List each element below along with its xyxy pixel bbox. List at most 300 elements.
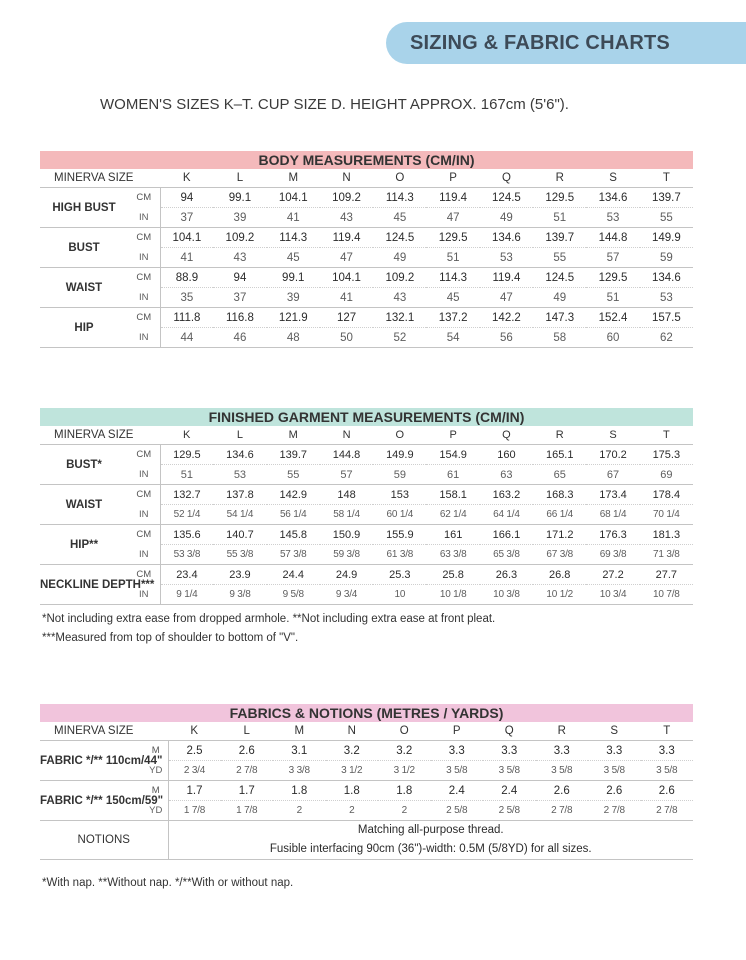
value-cell: 2.6 — [641, 781, 694, 801]
value-cell: 41 — [160, 248, 213, 268]
unit-label: IN — [128, 288, 160, 308]
value-cell: 129.5 — [160, 445, 213, 465]
value-cell: 59 — [640, 248, 693, 268]
unit-label: IN — [128, 545, 160, 565]
value-cell: 60 — [586, 328, 639, 348]
unit-label: IN — [128, 248, 160, 268]
table-row — [40, 465, 693, 485]
value-cell: 60 1/4 — [373, 505, 426, 525]
unit-label: CM — [128, 308, 160, 328]
value-cell: 51 — [160, 465, 213, 485]
value-cell: 137.8 — [213, 485, 266, 505]
value-cell: 55 3/8 — [213, 545, 266, 565]
size-header-cell: N — [326, 722, 379, 741]
value-cell: 39 — [213, 208, 266, 228]
unit-label: CM — [128, 188, 160, 208]
value-cell: 49 — [373, 248, 426, 268]
value-cell: 109.2 — [320, 188, 373, 208]
value-cell: 55 — [640, 208, 693, 228]
value-cell: 59 3/8 — [320, 545, 373, 565]
value-cell: 61 — [426, 465, 479, 485]
unit-label: M — [144, 781, 168, 801]
value-cell: 10 1/2 — [533, 585, 586, 605]
value-cell: 152.4 — [586, 308, 639, 328]
value-cell: 176.3 — [586, 525, 639, 545]
value-cell: 170.2 — [586, 445, 639, 465]
value-cell: 52 — [373, 328, 426, 348]
value-cell: 181.3 — [640, 525, 693, 545]
value-cell: 3.2 — [378, 741, 431, 761]
value-cell: 68 1/4 — [586, 505, 639, 525]
unit-label: IN — [128, 465, 160, 485]
fabrics-notions-table — [40, 704, 693, 860]
value-cell: 10 3/4 — [586, 585, 639, 605]
row-group-label: HIP — [40, 308, 128, 348]
unit-label: IN — [128, 208, 160, 228]
value-cell: 135.6 — [160, 525, 213, 545]
value-cell: 149.9 — [373, 445, 426, 465]
notions-line: Matching all-purpose thread. — [357, 824, 504, 836]
value-cell: 129.5 — [586, 268, 639, 288]
body-measurements-table — [40, 151, 693, 348]
value-cell: 2 — [326, 801, 379, 821]
value-cell: 157.5 — [640, 308, 693, 328]
size-header-cell: M — [267, 169, 320, 188]
size-header-cell: K — [160, 426, 213, 445]
value-cell: 2 5/8 — [483, 801, 536, 821]
value-cell: 124.5 — [480, 188, 533, 208]
value-cell: 99.1 — [267, 268, 320, 288]
value-cell: 104.1 — [160, 228, 213, 248]
size-header-cell: M — [273, 722, 326, 741]
table-row — [40, 525, 693, 545]
value-cell: 37 — [160, 208, 213, 228]
value-cell: 26.3 — [480, 565, 533, 585]
value-cell: 2 3/4 — [168, 761, 221, 781]
value-cell: 1.8 — [378, 781, 431, 801]
value-cell: 52 1/4 — [160, 505, 213, 525]
size-header-cell: L — [213, 169, 266, 188]
value-cell: 137.2 — [426, 308, 479, 328]
fabrics-note: *With nap. **Without nap. */**With or without nap. — [42, 877, 294, 889]
value-cell: 124.5 — [373, 228, 426, 248]
unit-label: M — [144, 741, 168, 761]
value-cell: 9 1/4 — [160, 585, 213, 605]
value-cell: 23.4 — [160, 565, 213, 585]
notions-label: NOTIONS — [40, 821, 168, 860]
value-cell: 65 — [533, 465, 586, 485]
value-cell: 163.2 — [480, 485, 533, 505]
value-cell: 62 — [640, 328, 693, 348]
size-header-cell: S — [586, 426, 639, 445]
value-cell: 165.1 — [533, 445, 586, 465]
value-cell: 58 1/4 — [320, 505, 373, 525]
value-cell: 55 — [533, 248, 586, 268]
value-cell: 71 3/8 — [640, 545, 693, 565]
unit-label: CM — [128, 228, 160, 248]
value-cell: 67 3/8 — [533, 545, 586, 565]
value-cell: 58 — [533, 328, 586, 348]
value-cell: 9 3/4 — [320, 585, 373, 605]
value-cell: 150.9 — [320, 525, 373, 545]
unit-label: IN — [128, 328, 160, 348]
size-header-cell: R — [536, 722, 589, 741]
table-row — [40, 228, 693, 248]
value-cell: 2 — [378, 801, 431, 821]
value-cell: 3.3 — [536, 741, 589, 761]
value-cell: 2 7/8 — [221, 761, 274, 781]
value-cell: 43 — [320, 208, 373, 228]
size-header-cell: S — [586, 169, 639, 188]
value-cell: 132.1 — [373, 308, 426, 328]
value-cell: 2 7/8 — [536, 801, 589, 821]
table-row — [40, 741, 693, 761]
value-cell: 51 — [586, 288, 639, 308]
value-cell: 144.8 — [320, 445, 373, 465]
value-cell: 3 5/8 — [431, 761, 484, 781]
value-cell: 3 5/8 — [483, 761, 536, 781]
value-cell: 166.1 — [480, 525, 533, 545]
value-cell: 109.2 — [373, 268, 426, 288]
finished-note-1: *Not including extra ease from dropped armhole. **Not including extra ease at front pleat. — [42, 613, 496, 625]
row-group-label: BUST* — [40, 445, 128, 485]
value-cell: 10 1/8 — [426, 585, 479, 605]
value-cell: 134.6 — [480, 228, 533, 248]
value-cell: 132.7 — [160, 485, 213, 505]
value-cell: 3.3 — [431, 741, 484, 761]
size-header-row — [40, 426, 693, 445]
value-cell: 45 — [267, 248, 320, 268]
value-cell: 168.3 — [533, 485, 586, 505]
value-cell: 47 — [480, 288, 533, 308]
value-cell: 124.5 — [533, 268, 586, 288]
value-cell: 66 1/4 — [533, 505, 586, 525]
value-cell: 10 3/8 — [480, 585, 533, 605]
value-cell: 88.9 — [160, 268, 213, 288]
table-row — [40, 485, 693, 505]
unit-label: CM — [128, 485, 160, 505]
value-cell: 2 7/8 — [641, 801, 694, 821]
value-cell: 23.9 — [213, 565, 266, 585]
value-cell: 144.8 — [586, 228, 639, 248]
row-group-label: WAIST — [40, 268, 128, 308]
table-row — [40, 208, 693, 228]
value-cell: 44 — [160, 328, 213, 348]
value-cell: 56 1/4 — [267, 505, 320, 525]
value-cell: 48 — [267, 328, 320, 348]
value-cell: 94 — [160, 188, 213, 208]
size-header-cell: L — [213, 426, 266, 445]
value-cell: 47 — [320, 248, 373, 268]
unit-label: YD — [144, 801, 168, 821]
size-header-row — [40, 722, 693, 741]
value-cell: 114.3 — [267, 228, 320, 248]
value-cell: 53 — [586, 208, 639, 228]
size-header-cell: S — [588, 722, 641, 741]
value-cell: 1.7 — [221, 781, 274, 801]
value-cell: 116.8 — [213, 308, 266, 328]
size-header-cell: P — [426, 169, 479, 188]
table-row — [40, 445, 693, 465]
unit-label: CM — [128, 565, 160, 585]
value-cell: 39 — [267, 288, 320, 308]
unit-label: IN — [128, 585, 160, 605]
row-group-label: WAIST — [40, 485, 128, 525]
size-label-cell: MINERVA SIZE — [40, 426, 160, 445]
value-cell: 25.3 — [373, 565, 426, 585]
value-cell: 41 — [267, 208, 320, 228]
notions-line: Fusible interfacing 90cm (36")-width: 0.5M (5/8YD) for all sizes. — [269, 843, 592, 855]
value-cell: 3 5/8 — [641, 761, 694, 781]
value-cell: 134.6 — [213, 445, 266, 465]
value-cell: 57 — [586, 248, 639, 268]
section-banner — [386, 22, 746, 64]
value-cell: 63 — [480, 465, 533, 485]
value-cell: 114.3 — [426, 268, 479, 288]
value-cell: 57 3/8 — [267, 545, 320, 565]
table-row — [40, 328, 693, 348]
value-cell: 56 — [480, 328, 533, 348]
value-cell: 160 — [480, 445, 533, 465]
value-cell: 63 3/8 — [426, 545, 479, 565]
value-cell: 158.1 — [426, 485, 479, 505]
size-header-cell: Q — [480, 169, 533, 188]
table-row — [40, 545, 693, 565]
size-header-cell: N — [320, 426, 373, 445]
value-cell: 3.3 — [483, 741, 536, 761]
value-cell: 53 — [213, 465, 266, 485]
notions-text — [168, 821, 693, 860]
size-header-cell: P — [426, 426, 479, 445]
value-cell: 53 — [640, 288, 693, 308]
value-cell: 2 — [273, 801, 326, 821]
value-cell: 25.8 — [426, 565, 479, 585]
value-cell: 10 7/8 — [640, 585, 693, 605]
value-cell: 2.4 — [431, 781, 484, 801]
value-cell: 3 5/8 — [536, 761, 589, 781]
notions-row — [40, 821, 693, 860]
value-cell: 171.2 — [533, 525, 586, 545]
value-cell: 53 3/8 — [160, 545, 213, 565]
value-cell: 119.4 — [480, 268, 533, 288]
value-cell: 3 1/2 — [378, 761, 431, 781]
value-cell: 65 3/8 — [480, 545, 533, 565]
value-cell: 1 7/8 — [168, 801, 221, 821]
finished-note-2: ***Measured from top of shoulder to bottom of "V". — [42, 632, 299, 644]
value-cell: 70 1/4 — [640, 505, 693, 525]
value-cell: 10 — [373, 585, 426, 605]
size-header-cell: M — [267, 426, 320, 445]
size-header-cell: N — [320, 169, 373, 188]
value-cell: 69 — [640, 465, 693, 485]
row-group-label: NECKLINE DEPTH*** — [40, 565, 128, 605]
unit-label: CM — [128, 525, 160, 545]
value-cell: 140.7 — [213, 525, 266, 545]
body-table-title: BODY MEASUREMENTS (CM/IN) — [40, 151, 693, 169]
value-cell: 2 7/8 — [588, 801, 641, 821]
value-cell: 2.4 — [483, 781, 536, 801]
row-group-label: BUST — [40, 228, 128, 268]
value-cell: 55 — [267, 465, 320, 485]
value-cell: 41 — [320, 288, 373, 308]
row-group-label: HIP** — [40, 525, 128, 565]
table-row — [40, 505, 693, 525]
unit-label: IN — [128, 505, 160, 525]
value-cell: 1.8 — [273, 781, 326, 801]
table-row — [40, 188, 693, 208]
value-cell: 2.5 — [168, 741, 221, 761]
value-cell: 155.9 — [373, 525, 426, 545]
value-cell: 53 — [480, 248, 533, 268]
value-cell: 3.3 — [641, 741, 694, 761]
size-label-cell: MINERVA SIZE — [40, 169, 160, 188]
table-row — [40, 781, 693, 801]
finished-table-title: FINISHED GARMENT MEASUREMENTS (CM/IN) — [40, 408, 693, 426]
value-cell: 67 — [586, 465, 639, 485]
value-cell: 94 — [213, 268, 266, 288]
value-cell: 149.9 — [640, 228, 693, 248]
value-cell: 139.7 — [640, 188, 693, 208]
value-cell: 45 — [373, 208, 426, 228]
value-cell: 1.8 — [326, 781, 379, 801]
value-cell: 1.7 — [168, 781, 221, 801]
value-cell: 64 1/4 — [480, 505, 533, 525]
size-header-cell: R — [533, 426, 586, 445]
value-cell: 104.1 — [267, 188, 320, 208]
value-cell: 134.6 — [586, 188, 639, 208]
size-header-cell: R — [533, 169, 586, 188]
value-cell: 24.9 — [320, 565, 373, 585]
finished-garment-table — [40, 408, 693, 605]
value-cell: 99.1 — [213, 188, 266, 208]
value-cell: 51 — [533, 208, 586, 228]
sizing-subtitle: WOMEN'S SIZES K–T. CUP SIZE D. HEIGHT APPROX. 167cm (5'6"). — [100, 96, 569, 113]
table-row — [40, 308, 693, 328]
value-cell: 142.2 — [480, 308, 533, 328]
value-cell: 49 — [480, 208, 533, 228]
value-cell: 114.3 — [373, 188, 426, 208]
value-cell: 37 — [213, 288, 266, 308]
size-header-cell: T — [641, 722, 694, 741]
value-cell: 161 — [426, 525, 479, 545]
value-cell: 43 — [373, 288, 426, 308]
value-cell: 129.5 — [533, 188, 586, 208]
value-cell: 27.2 — [586, 565, 639, 585]
table-row — [40, 248, 693, 268]
fabrics-table-title: FABRICS & NOTIONS (METRES / YARDS) — [40, 704, 693, 722]
size-header-cell: T — [640, 426, 693, 445]
value-cell: 2 5/8 — [431, 801, 484, 821]
value-cell: 26.8 — [533, 565, 586, 585]
value-cell: 139.7 — [533, 228, 586, 248]
value-cell: 3 3/8 — [273, 761, 326, 781]
value-cell: 43 — [213, 248, 266, 268]
size-header-cell: P — [431, 722, 484, 741]
value-cell: 3.1 — [273, 741, 326, 761]
size-label-cell: MINERVA SIZE — [40, 722, 168, 741]
size-header-cell: L — [221, 722, 274, 741]
value-cell: 175.3 — [640, 445, 693, 465]
value-cell: 142.9 — [267, 485, 320, 505]
value-cell: 1 7/8 — [221, 801, 274, 821]
unit-label: CM — [128, 268, 160, 288]
value-cell: 111.8 — [160, 308, 213, 328]
value-cell: 61 3/8 — [373, 545, 426, 565]
value-cell: 147.3 — [533, 308, 586, 328]
value-cell: 2.6 — [588, 781, 641, 801]
value-cell: 3.2 — [326, 741, 379, 761]
value-cell: 3 5/8 — [588, 761, 641, 781]
value-cell: 173.4 — [586, 485, 639, 505]
value-cell: 121.9 — [267, 308, 320, 328]
value-cell: 47 — [426, 208, 479, 228]
value-cell: 69 3/8 — [586, 545, 639, 565]
row-group-label: HIGH BUST — [40, 188, 128, 228]
value-cell: 24.4 — [267, 565, 320, 585]
value-cell: 154.9 — [426, 445, 479, 465]
value-cell: 127 — [320, 308, 373, 328]
value-cell: 129.5 — [426, 228, 479, 248]
value-cell: 46 — [213, 328, 266, 348]
value-cell: 153 — [373, 485, 426, 505]
value-cell: 139.7 — [267, 445, 320, 465]
size-header-row — [40, 169, 693, 188]
row-group-label: FABRIC */** 150cm/59" — [40, 781, 144, 821]
value-cell: 3.3 — [588, 741, 641, 761]
value-cell: 51 — [426, 248, 479, 268]
value-cell: 49 — [533, 288, 586, 308]
value-cell: 57 — [320, 465, 373, 485]
size-header-cell: T — [640, 169, 693, 188]
value-cell: 104.1 — [320, 268, 373, 288]
value-cell: 148 — [320, 485, 373, 505]
value-cell: 2.6 — [536, 781, 589, 801]
unit-label: CM — [128, 445, 160, 465]
value-cell: 2.6 — [221, 741, 274, 761]
value-cell: 62 1/4 — [426, 505, 479, 525]
size-header-cell: Q — [480, 426, 533, 445]
banner-title: SIZING & FABRIC CHARTS — [410, 31, 670, 54]
size-header-cell: K — [168, 722, 221, 741]
size-header-cell: K — [160, 169, 213, 188]
table-row — [40, 288, 693, 308]
value-cell: 178.4 — [640, 485, 693, 505]
value-cell: 27.7 — [640, 565, 693, 585]
value-cell: 59 — [373, 465, 426, 485]
value-cell: 119.4 — [426, 188, 479, 208]
table-row — [40, 268, 693, 288]
value-cell: 35 — [160, 288, 213, 308]
value-cell: 50 — [320, 328, 373, 348]
size-header-cell: O — [373, 426, 426, 445]
value-cell: 45 — [426, 288, 479, 308]
size-header-cell: Q — [483, 722, 536, 741]
value-cell: 9 5/8 — [267, 585, 320, 605]
unit-label: YD — [144, 761, 168, 781]
value-cell: 54 — [426, 328, 479, 348]
value-cell: 54 1/4 — [213, 505, 266, 525]
value-cell: 134.6 — [640, 268, 693, 288]
value-cell: 109.2 — [213, 228, 266, 248]
value-cell: 119.4 — [320, 228, 373, 248]
value-cell: 3 1/2 — [326, 761, 379, 781]
table-row — [40, 565, 693, 585]
size-header-cell: O — [373, 169, 426, 188]
row-group-label: FABRIC */** 110cm/44" — [40, 741, 144, 781]
value-cell: 9 3/8 — [213, 585, 266, 605]
value-cell: 145.8 — [267, 525, 320, 545]
size-header-cell: O — [378, 722, 431, 741]
